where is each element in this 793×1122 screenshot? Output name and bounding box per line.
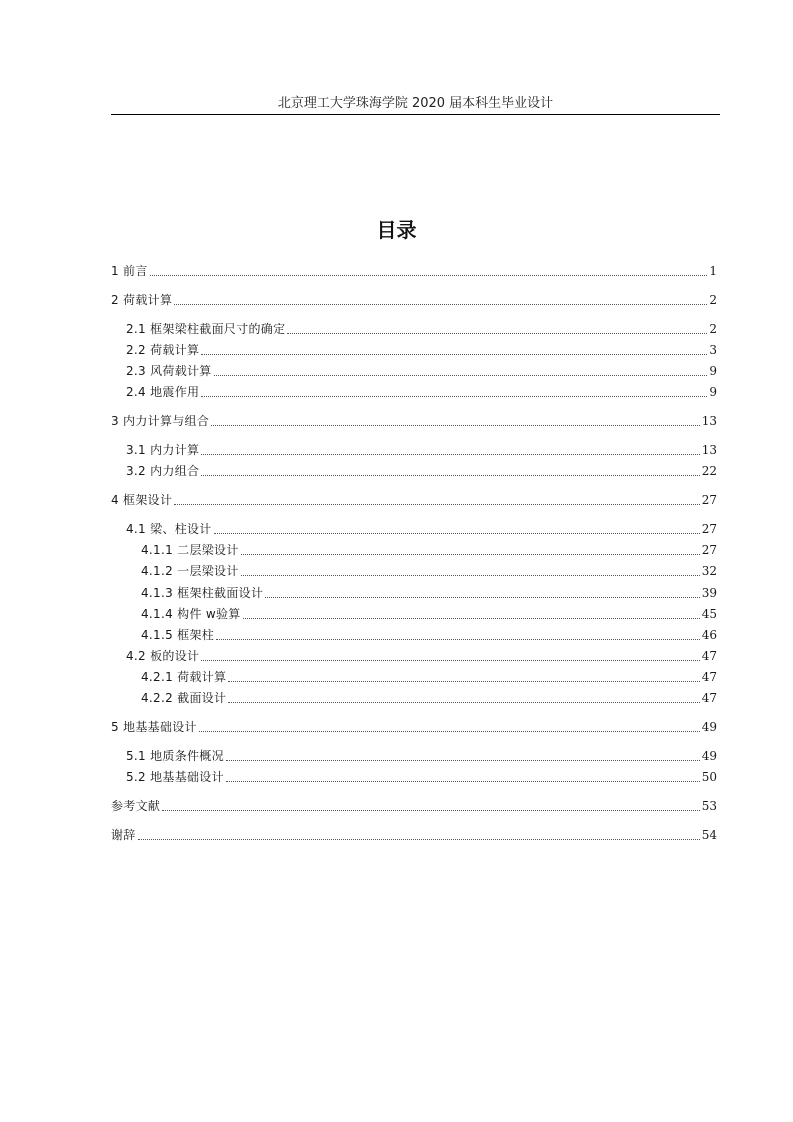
toc-dot-leader: [226, 780, 700, 782]
toc-entry-label: 4.1.4 构件 w验算: [141, 607, 241, 621]
toc-entry[interactable]: [141, 669, 717, 685]
toc-entry-label: 4.2.1 荷载计算: [141, 670, 227, 684]
toc-dot-leader: [174, 503, 699, 505]
page-header: 北京理工大学珠海学院 2020 届本科生毕业设计: [111, 95, 720, 115]
toc-entry[interactable]: [111, 827, 717, 843]
toc-dot-leader: [241, 553, 700, 555]
toc-entry-label: 参考文献: [111, 799, 161, 813]
toc-entry-page-number: 9: [709, 385, 717, 399]
toc-entry-page-number: 13: [701, 414, 717, 428]
toc-entry-page-number: 46: [701, 628, 717, 642]
toc-entry[interactable]: [126, 521, 717, 537]
toc-dot-leader: [201, 453, 699, 455]
toc-dot-leader: [201, 395, 707, 397]
toc-entry-page-number: 45: [701, 607, 717, 621]
toc-entry-page-number: 49: [701, 749, 717, 763]
toc-entry-page-number: 27: [701, 522, 717, 536]
toc-entry[interactable]: [126, 463, 717, 479]
toc-entry-label: 4.1.2 一层梁设计: [141, 564, 239, 578]
toc-entry-page-number: 1: [709, 264, 717, 278]
toc-entry-page-number: 47: [701, 670, 717, 684]
toc-entry[interactable]: [111, 413, 717, 429]
toc-entry[interactable]: [141, 627, 717, 643]
toc-entry-page-number: 9: [709, 364, 717, 378]
toc-entry[interactable]: [126, 748, 717, 764]
toc-entry[interactable]: [126, 648, 717, 664]
toc-entry-label: 谢辞: [111, 828, 136, 842]
toc-dot-leader: [265, 596, 699, 598]
toc-entry[interactable]: [126, 442, 717, 458]
toc-entry-page-number: 3: [709, 343, 717, 357]
toc-entry[interactable]: [111, 492, 717, 508]
toc-entry-label: 2.3 风荷载计算: [126, 364, 212, 378]
toc-entry-page-number: 2: [709, 322, 717, 336]
toc-entry-page-number: 50: [701, 770, 717, 784]
toc-dot-leader: [228, 680, 699, 682]
toc-dot-leader: [214, 374, 708, 376]
toc-entry[interactable]: [141, 542, 717, 558]
toc-entry[interactable]: [126, 363, 717, 379]
toc-entry[interactable]: [111, 292, 717, 308]
toc-entry-label: 4.2.2 截面设计: [141, 691, 227, 705]
toc-entry-label: 3.1 内力计算: [126, 443, 200, 457]
toc-entry-page-number: 47: [701, 691, 717, 705]
toc-entry-page-number: 32: [701, 564, 717, 578]
toc-entry-label: 4.2 板的设计: [126, 649, 200, 663]
toc-dot-leader: [226, 759, 700, 761]
toc-entry-page-number: 27: [701, 543, 717, 557]
toc-entry[interactable]: [141, 690, 717, 706]
toc-dot-leader: [199, 730, 700, 732]
toc-entry-label: 4.1.5 框架柱: [141, 628, 215, 642]
toc-entry-label: 5.2 地基基础设计: [126, 770, 224, 784]
toc-entry-label: 4.1.1 二层梁设计: [141, 543, 239, 557]
toc-entry-page-number: 13: [701, 443, 717, 457]
toc-entry[interactable]: [111, 719, 717, 735]
toc-entry-page-number: 27: [701, 493, 717, 507]
toc-dot-leader: [241, 574, 700, 576]
toc-entry[interactable]: [111, 263, 717, 279]
toc-entry-label: 2.1 框架梁柱截面尺寸的确定: [126, 322, 286, 336]
toc-entry[interactable]: [141, 585, 717, 601]
toc-dot-leader: [216, 638, 700, 640]
toc-dot-leader: [201, 353, 707, 355]
toc-entry-label: 2.2 荷载计算: [126, 343, 200, 357]
toc-dot-leader: [228, 701, 699, 703]
toc-dot-leader: [243, 617, 700, 619]
toc-entry-page-number: 54: [701, 828, 717, 842]
toc-entry[interactable]: [141, 563, 717, 579]
toc-entry[interactable]: [111, 798, 717, 814]
toc-entry-label: 4.1.3 框架柱截面设计: [141, 586, 264, 600]
toc-dot-leader: [138, 838, 700, 840]
toc-entry[interactable]: [126, 321, 717, 337]
toc-dot-leader: [150, 274, 708, 276]
toc-entry[interactable]: [141, 606, 717, 622]
toc-entry-page-number: 2: [709, 293, 717, 307]
toc-dot-leader: [162, 809, 700, 811]
toc-dot-leader: [201, 474, 699, 476]
toc-entry-page-number: 47: [701, 649, 717, 663]
toc-entry-page-number: 49: [701, 720, 717, 734]
toc-entry[interactable]: [126, 342, 717, 358]
toc-entry-label: 2.4 地震作用: [126, 385, 200, 399]
toc-entry-label: 5 地基基础设计: [111, 720, 197, 734]
toc-entry-label: 3 内力计算与组合: [111, 414, 210, 428]
toc-dot-leader: [174, 303, 707, 305]
toc-dot-leader: [211, 424, 700, 426]
toc-entry-label: 4.1 梁、柱设计: [126, 522, 212, 536]
toc-title: 目录: [376, 218, 417, 242]
toc-entry-page-number: 53: [701, 799, 717, 813]
toc-dot-leader: [201, 659, 699, 661]
toc-entry[interactable]: [126, 384, 717, 400]
toc-entry-label: 3.2 内力组合: [126, 464, 200, 478]
toc-entry-page-number: 39: [701, 586, 717, 600]
toc-entry-label: 4 框架设计: [111, 493, 173, 507]
toc-dot-leader: [287, 332, 707, 334]
toc-entry-label: 1 前言: [111, 264, 148, 278]
toc-entry[interactable]: [126, 769, 717, 785]
toc-dot-leader: [214, 532, 700, 534]
toc-entry-label: 5.1 地质条件概况: [126, 749, 224, 763]
toc-entry-page-number: 22: [701, 464, 717, 478]
toc-entry-label: 2 荷载计算: [111, 293, 173, 307]
